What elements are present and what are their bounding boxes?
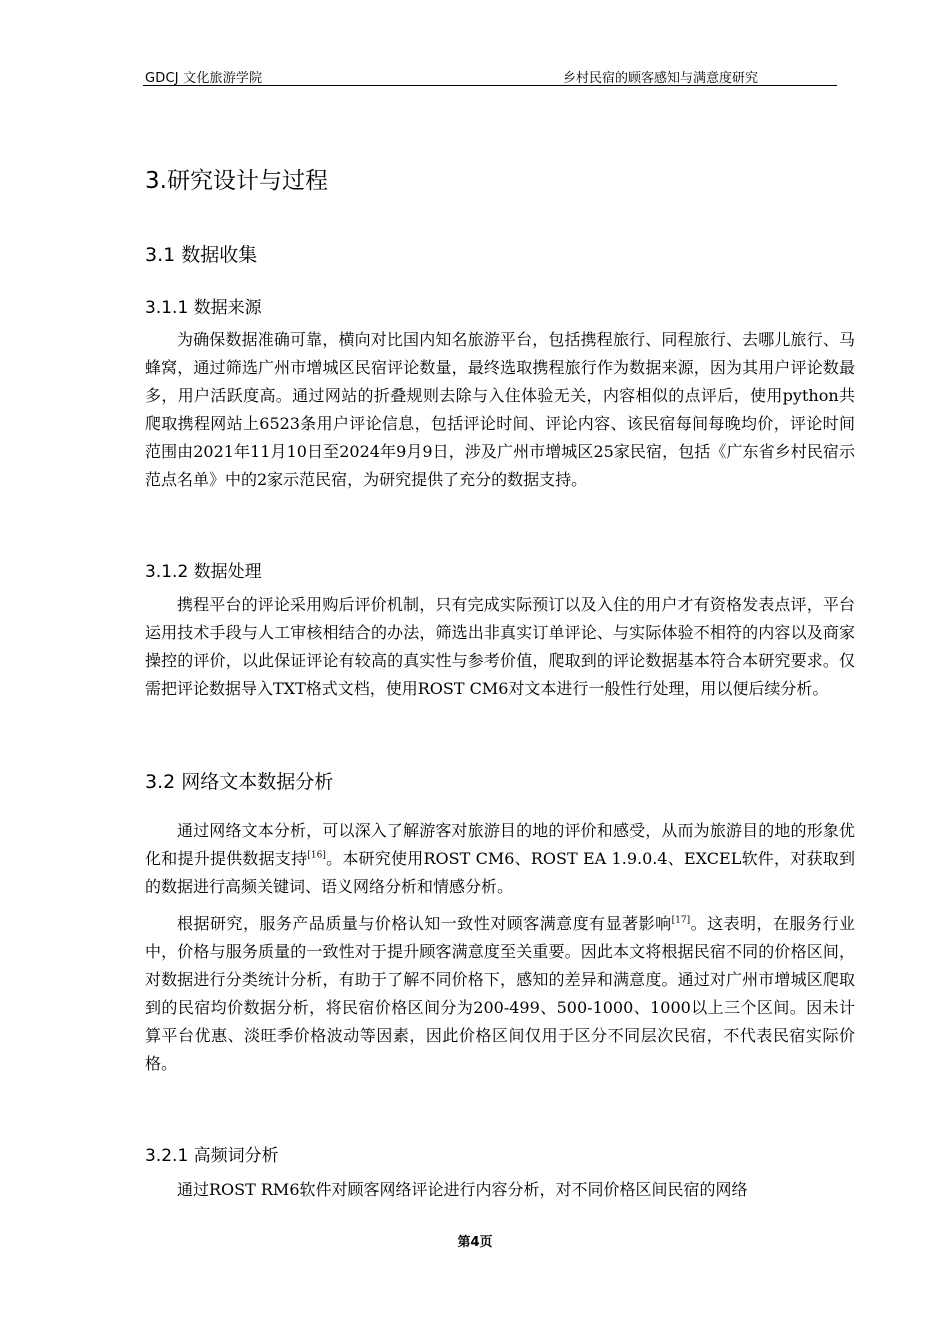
chapter-heading: 3.研究设计与过程 <box>145 168 328 194</box>
paragraph-data-source: 为确保数据准确可靠，横向对比国内知名旅游平台，包括携程旅行、同程旅行、去哪儿旅行、马蜂窝，通过筛选广州市增城区民宿评论数量，最终选取携程旅行作为数据来源，因为其用户评论数最多，用户活跃度高。通过网站的折叠规则去除与入住体验无关，内容相似的点评后，使用python共爬取携程网站上6523条用户评论信息，包括评论时间、评论内容、该民宿每间每晚均价，评论时间范围由2021年11月10日至2024年9月9日，涉及广州市增城区25家民宿，包括《广东省乡村民宿示范点名单》中的2家示范民宿，为研究提供了充分的数据支持。 <box>145 330 855 489</box>
subsection-heading-3-1-2: 3.1.2 数据处理 <box>145 562 262 582</box>
paragraph-text: 。这表明，在服务行业中，价格与服务质量的一致性对于提升顾客满意度至关重要。因此本文将根据民宿不同的价格区间，对数据进行分类统计分析，有助于了解不同价格下，感知的差异和满意度。通过对广州市增城区爬取到的民宿均价数据分析，将民宿价格区间分为200-499、500-1000、1000以上三个区间。因未计算平台优惠、淡旺季价格波动等因素，因此价格区间仅用于区分不同层次民宿，不代表民宿实际价格。 <box>145 914 855 1073</box>
paragraph-text: 。本研究使用ROST CM6、ROST EA 1.9.0.4、EXCEL软件，对获取到的数据进行高频关键词、语义网络分析和情感分析。 <box>145 849 855 896</box>
subsection-heading-3-1-1: 3.1.1 数据来源 <box>145 298 262 318</box>
paragraph-price-range <box>145 910 855 1078</box>
paragraph-data-processing: 携程平台的评论采用购后评价机制，只有完成实际预订以及入住的用户才有资格发表点评，平台运用技术手段与人工审核相结合的办法，筛选出非真实订单评论、与实际体验不相符的内容以及商家操控的评价，以此保证评论有较高的真实性与参考价值，爬取到的评论数据基本符合本研究要求。仅需把评论数据导入TXT格式文档，使用ROST CM6对文本进行一般性行处理，用以便后续分析。 <box>145 595 855 698</box>
paragraph-text: 通过网络文本分析，可以深入了解游客对旅游目的地的评价和感受，从而为旅游目的地的形象优化和提升提供数据支持 <box>145 821 855 868</box>
paragraph-text: 根据研究，服务产品质量与价格认知一致性对顾客满意度有显著影响 <box>177 914 672 933</box>
section-heading-3-2: 3.2 网络文本数据分析 <box>145 771 334 793</box>
citation-ref-17: [17] <box>671 915 691 926</box>
header-thesis-title: 乡村民宿的顾客感知与满意度研究 <box>563 71 759 86</box>
paragraph-high-frequency: 通过ROST RM6软件对顾客网络评论进行内容分析，对不同价格区间民宿的网络 <box>177 1180 748 1199</box>
page-number: 第4页 <box>457 1235 493 1250</box>
subsection-heading-3-2-1: 3.2.1 高频词分析 <box>145 1146 279 1166</box>
section-heading-3-1: 3.1 数据收集 <box>145 244 258 266</box>
paragraph-text-analysis-intro <box>145 817 855 901</box>
header-institution: GDCJ 文化旅游学院 <box>145 71 263 86</box>
header-divider <box>143 85 837 86</box>
citation-ref-16: [16] <box>307 850 326 861</box>
